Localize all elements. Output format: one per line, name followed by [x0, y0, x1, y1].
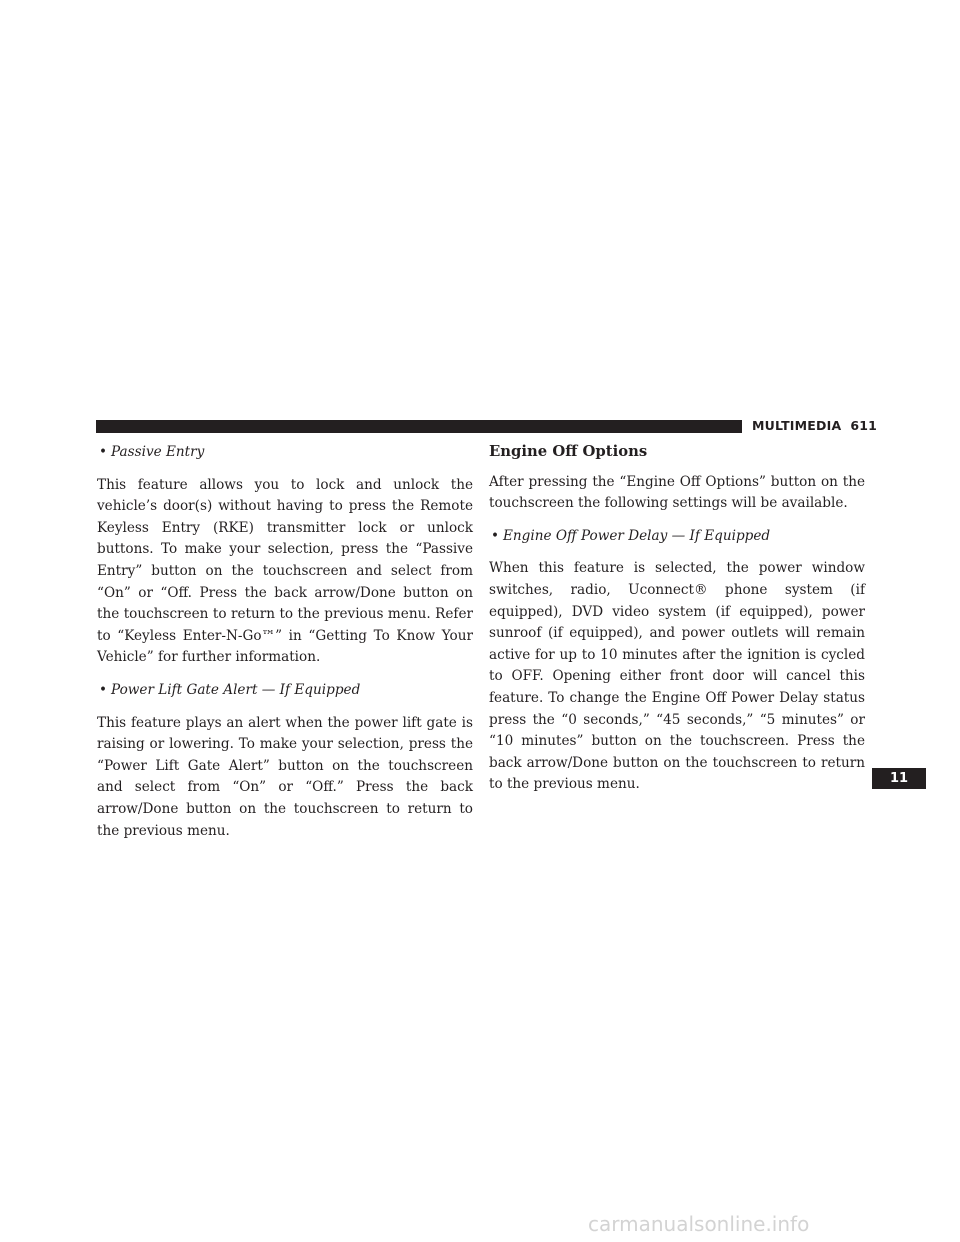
section-name: MULTIMEDIA [752, 418, 842, 433]
bullet-label: Engine Off Power Delay — If Equipped [503, 527, 771, 544]
engine-off-intro-paragraph: After pressing the “Engine Off Options” button on the touchscreen the following settings will be available. [489, 473, 865, 512]
bullet-engine-off-power-delay [489, 526, 865, 548]
passive-entry-paragraph: This feature allows you to lock and unlock the vehicle’s door(s) without having to press the Remote Keyless Entry (RKE) transmitter lock or unlock buttons. To make your selection, press the “Passive Entry” button on the touchscreen and select from “On” or “Off. Press the back arrow/Done button on the touchscreen to return to the previous menu. Refer to “Keyless Enter-N-Go™” in “Getting To Know Your Vehicle” for further information. [97, 476, 473, 666]
bullet-label: Passive Entry [111, 444, 205, 460]
power-lift-gate-paragraph: This feature plays an alert when the power lift gate is raising or lowering. To make your selection, press the “Power Lift Gate Alert” button on the touchscreen and select from “On” or “Off.” Press the back arrow/Done button on the touchscreen to return to the previous menu. [97, 714, 473, 839]
right-column [489, 440, 865, 796]
page-number: 611 [850, 418, 878, 433]
running-header [752, 418, 877, 433]
engine-off-delay-paragraph: When this feature is selected, the power window switches, radio, Uconnect® phone system (if equipped), DVD video system (if equipped), power sunroof (if equipped), and power outlets will remain active for up to 10 minutes after the ignition is cycled to OFF. Opening either front door will cancel this feature. To change the Engine Off Power Delay status press the “0 seconds,” “45 seconds,” “5 minutes” or “10 minutes” button on the touchscreen. Press the back arrow/Done button on the touchscreen to return to the previous menu. [489, 560, 865, 793]
bullet-power-lift-gate-alert [97, 680, 473, 702]
section-title: Engine Off Options [489, 443, 648, 460]
bullet-icon: • [491, 527, 500, 544]
chapter-tab: 11 [872, 768, 926, 789]
bullet-label: Power Lift Gate Alert — If Equipped [111, 681, 361, 698]
bullet-icon: • [99, 444, 108, 460]
bullet-passive-entry [97, 442, 473, 464]
watermark: carmanualsonline.info [588, 1212, 810, 1236]
header-rule [96, 420, 742, 433]
bullet-icon: • [99, 681, 108, 698]
left-column [97, 440, 473, 842]
